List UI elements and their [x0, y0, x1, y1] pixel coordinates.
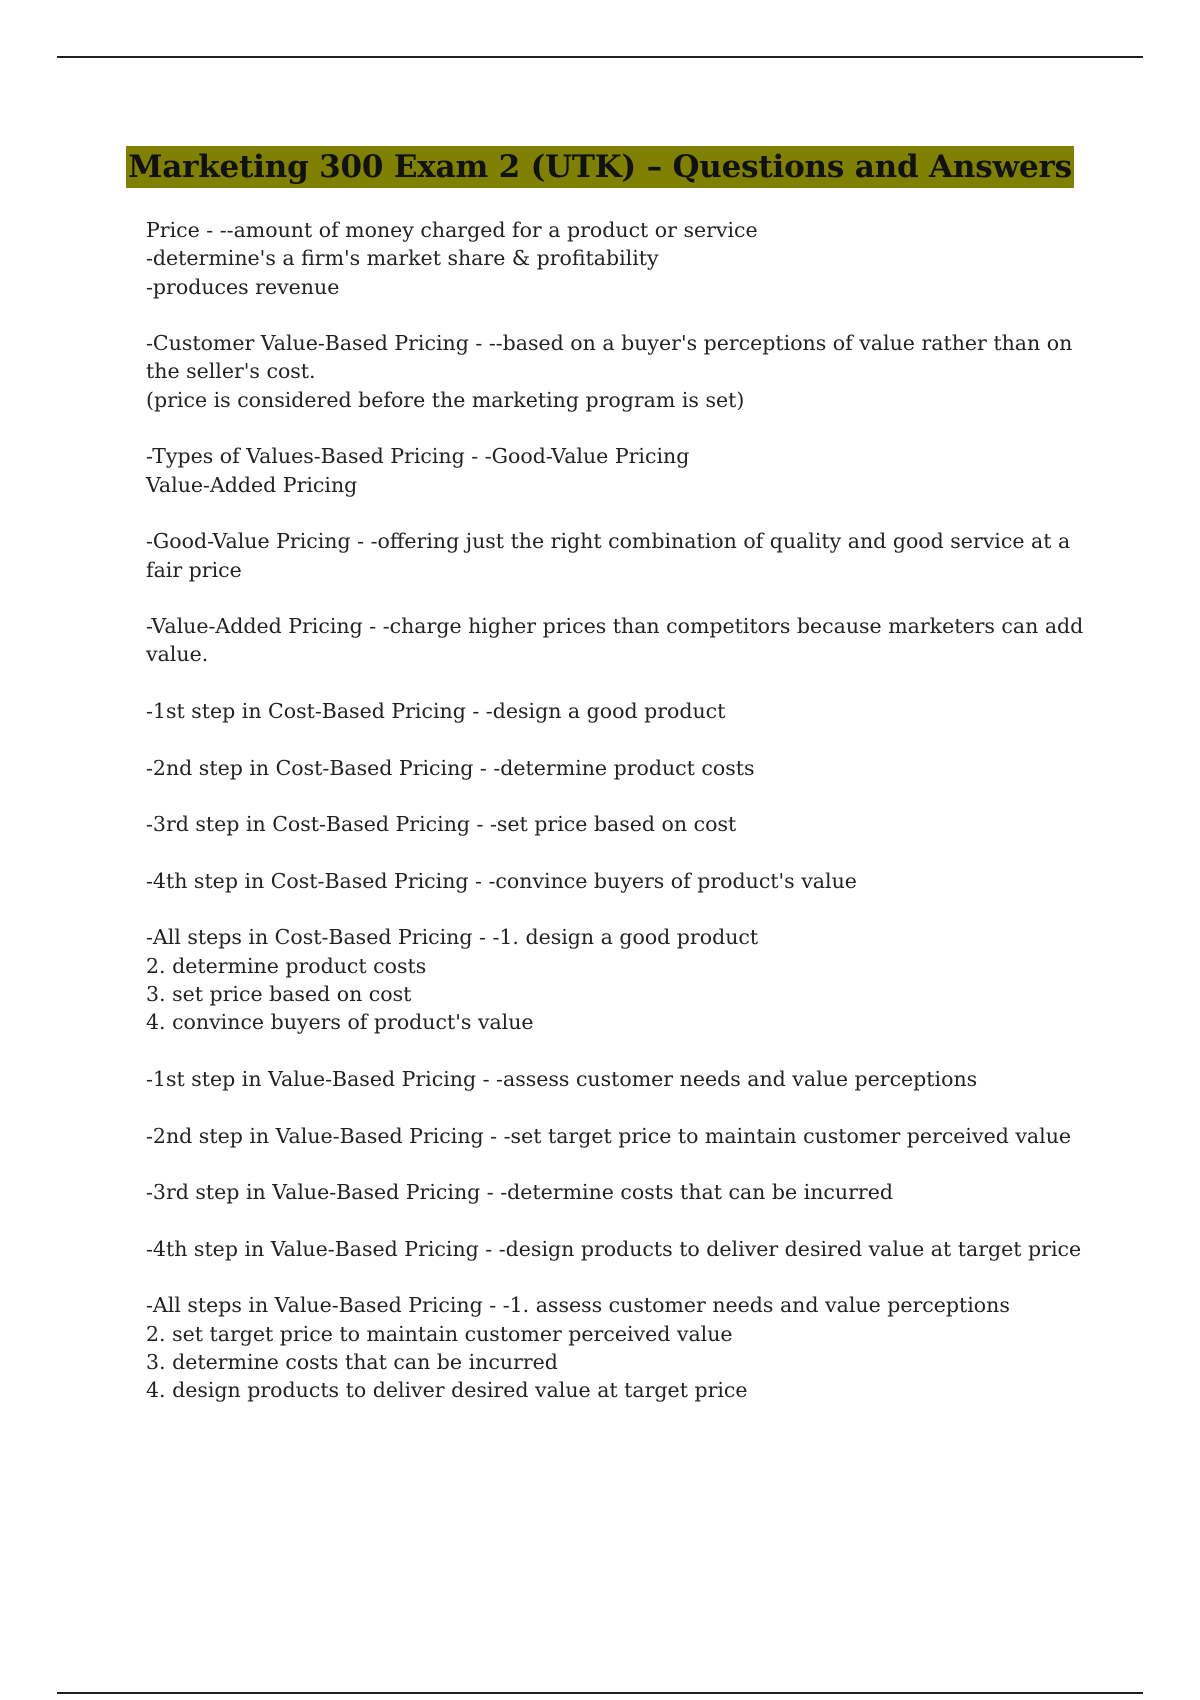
qa-line: -produces revenue [146, 274, 340, 299]
qa-line: -Types of Values-Based Pricing - -Good-Value Pricing [146, 444, 690, 469]
qa-list [146, 216, 1086, 1433]
qa-line: 2. set target price to maintain customer perceived value [146, 1321, 733, 1346]
qa-entry-cost-step-4 [146, 867, 1086, 895]
qa-entry-price [146, 216, 1086, 301]
qa-entry-value-step-4 [146, 1235, 1086, 1263]
top-rule [57, 56, 1143, 58]
qa-entry-cost-step-2 [146, 754, 1086, 782]
qa-line: -All steps in Value-Based Pricing - -1. assess customer needs and value perceptions [146, 1293, 1010, 1318]
qa-entry-value-step-1 [146, 1065, 1086, 1093]
qa-line: (price is considered before the marketing program is set) [146, 387, 745, 412]
title-block [0, 146, 1200, 188]
qa-line: -2nd step in Value-Based Pricing - -set target price to maintain customer perceived value [146, 1123, 1072, 1148]
qa-entry-customer-value-based-pricing [146, 329, 1086, 414]
qa-line: -4th step in Cost-Based Pricing - -convince buyers of product's value [146, 868, 857, 893]
qa-entry-cost-step-3 [146, 810, 1086, 838]
document-title: Marketing 300 Exam 2 (UTK) – Questions and Answers [126, 146, 1074, 188]
qa-line: -determine's a firm's market share & profitability [146, 246, 659, 271]
qa-line: -3rd step in Value-Based Pricing - -determine costs that can be incurred [146, 1180, 893, 1205]
qa-line: -1st step in Cost-Based Pricing - -design a good product [146, 699, 726, 724]
qa-entry-value-added-pricing [146, 612, 1086, 669]
qa-line: 4. design products to deliver desired value at target price [146, 1378, 748, 1403]
qa-line: Value-Added Pricing [146, 472, 358, 497]
qa-entry-cost-step-1 [146, 697, 1086, 725]
qa-line: 3. determine costs that can be incurred [146, 1349, 558, 1374]
qa-line: -2nd step in Cost-Based Pricing - -determine product costs [146, 755, 755, 780]
qa-entry-value-step-3 [146, 1178, 1086, 1206]
qa-line: 4. convince buyers of product's value [146, 1010, 534, 1035]
qa-line: -Value-Added Pricing - -charge higher prices than competitors because marketers can add value. [146, 614, 1084, 667]
qa-line: 3. set price based on cost [146, 982, 412, 1007]
qa-line: -1st step in Value-Based Pricing - -assess customer needs and value perceptions [146, 1066, 978, 1091]
qa-line: -Customer Value-Based Pricing - --based on a buyer's perceptions of value rather than on the seller's cost. [146, 331, 1073, 384]
qa-line: -3rd step in Cost-Based Pricing - -set price based on cost [146, 812, 737, 837]
qa-entry-value-all-steps [146, 1291, 1086, 1404]
qa-entry-good-value-pricing [146, 527, 1086, 584]
qa-entry-value-step-2 [146, 1122, 1086, 1150]
bottom-rule [57, 1692, 1143, 1694]
qa-line: -4th step in Value-Based Pricing - -design products to deliver desired value at target price [146, 1236, 1082, 1261]
qa-line: -Good-Value Pricing - -offering just the right combination of quality and good service at a fair price [146, 529, 1071, 582]
qa-entry-types-of-values-based-pricing [146, 442, 1086, 499]
qa-entry-cost-all-steps [146, 923, 1086, 1036]
qa-line: Price - --amount of money charged for a product or service [146, 218, 758, 242]
qa-line: -All steps in Cost-Based Pricing - -1. design a good product [146, 925, 759, 950]
qa-line: 2. determine product costs [146, 953, 427, 978]
